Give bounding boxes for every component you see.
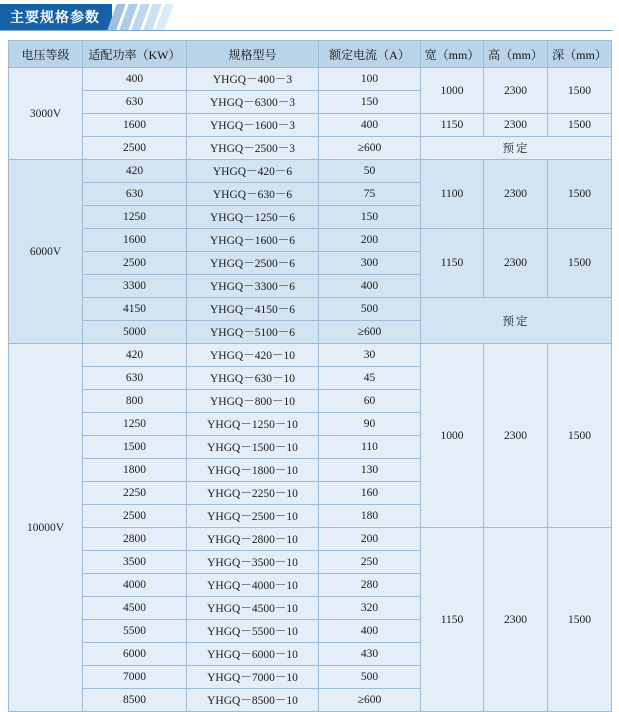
- cell-rated-current: 150: [319, 91, 421, 114]
- cell-model: YHGQ－2250－10: [187, 482, 319, 505]
- cell-width: 1000: [421, 68, 484, 114]
- cell-rated-current: 100: [319, 68, 421, 91]
- table-header-row: [9, 41, 612, 68]
- cell-rated-power: 2250: [83, 482, 187, 505]
- cell-rated-current: 30: [319, 344, 421, 367]
- cell-booking-note: 预定: [421, 298, 612, 344]
- cell-booking-note: 预定: [421, 137, 612, 160]
- cell-rated-power: 1500: [83, 436, 187, 459]
- col-depth: 深（mm）: [548, 41, 612, 68]
- col-height: 高（mm）: [484, 41, 548, 68]
- cell-rated-power: 1600: [83, 229, 187, 252]
- cell-depth: 1500: [548, 528, 612, 712]
- cell-height: 2300: [484, 160, 548, 229]
- cell-width: 1150: [421, 528, 484, 712]
- col-rated-current: 额定电流（A）: [319, 41, 421, 68]
- cell-rated-current: 45: [319, 367, 421, 390]
- cell-rated-power: 1600: [83, 114, 187, 137]
- cell-rated-power: 4000: [83, 574, 187, 597]
- cell-rated-power: 630: [83, 91, 187, 114]
- cell-rated-current: 110: [319, 436, 421, 459]
- cell-model: YHGQ－7000－10: [187, 666, 319, 689]
- cell-voltage-level: 6000V: [9, 160, 83, 344]
- cell-model: YHGQ－2500－3: [187, 137, 319, 160]
- table-row: [9, 137, 612, 160]
- section-title: 主要规格参数: [0, 4, 112, 30]
- cell-model: YHGQ－4150－6: [187, 298, 319, 321]
- cell-model: YHGQ－1500－10: [187, 436, 319, 459]
- cell-rated-power: 3500: [83, 551, 187, 574]
- cell-model: YHGQ－1250－10: [187, 413, 319, 436]
- cell-rated-current: 500: [319, 666, 421, 689]
- banner-underline: [0, 30, 613, 31]
- cell-model: YHGQ－630－6: [187, 183, 319, 206]
- table-row: [9, 344, 612, 367]
- spec-table: [8, 40, 612, 712]
- cell-model: YHGQ－4500－10: [187, 597, 319, 620]
- cell-model: YHGQ－4000－10: [187, 574, 319, 597]
- table-row: [9, 229, 612, 252]
- cell-width: 1150: [421, 114, 484, 137]
- cell-height: 2300: [484, 344, 548, 528]
- cell-rated-power: 3300: [83, 275, 187, 298]
- cell-height: 2300: [484, 114, 548, 137]
- cell-rated-current: 250: [319, 551, 421, 574]
- table-row: [9, 160, 612, 183]
- cell-height: 2300: [484, 528, 548, 712]
- cell-model: YHGQ－1600－6: [187, 229, 319, 252]
- cell-rated-power: 420: [83, 344, 187, 367]
- cell-rated-current: 200: [319, 528, 421, 551]
- table-row: [9, 68, 612, 91]
- cell-model: YHGQ－8500－10: [187, 689, 319, 712]
- cell-rated-power: 420: [83, 160, 187, 183]
- cell-rated-current: 130: [319, 459, 421, 482]
- cell-model: YHGQ－420－6: [187, 160, 319, 183]
- cell-model: YHGQ－1600－3: [187, 114, 319, 137]
- table-row: [9, 114, 612, 137]
- cell-depth: 1500: [548, 344, 612, 528]
- cell-rated-power: 7000: [83, 666, 187, 689]
- cell-rated-power: 4500: [83, 597, 187, 620]
- cell-model: YHGQ－1800－10: [187, 459, 319, 482]
- cell-rated-power: 2500: [83, 505, 187, 528]
- cell-depth: 1500: [548, 68, 612, 114]
- cell-rated-power: 1800: [83, 459, 187, 482]
- cell-rated-current: ≥600: [319, 689, 421, 712]
- cell-width: 1000: [421, 344, 484, 528]
- cell-voltage-level: 3000V: [9, 68, 83, 160]
- cell-depth: 1500: [548, 160, 612, 229]
- cell-model: YHGQ－2500－10: [187, 505, 319, 528]
- table-row: [9, 528, 612, 551]
- cell-rated-power: 1250: [83, 413, 187, 436]
- cell-model: YHGQ－3300－6: [187, 275, 319, 298]
- cell-model: YHGQ－420－10: [187, 344, 319, 367]
- cell-rated-power: 2500: [83, 137, 187, 160]
- cell-rated-power: 1250: [83, 206, 187, 229]
- cell-width: 1100: [421, 160, 484, 229]
- cell-rated-power: 2500: [83, 252, 187, 275]
- col-model: 规格型号: [187, 41, 319, 68]
- cell-model: YHGQ－630－10: [187, 367, 319, 390]
- cell-rated-current: 150: [319, 206, 421, 229]
- cell-rated-current: 430: [319, 643, 421, 666]
- cell-rated-current: ≥600: [319, 137, 421, 160]
- cell-model: YHGQ－800－10: [187, 390, 319, 413]
- cell-rated-power: 800: [83, 390, 187, 413]
- cell-width: 1150: [421, 229, 484, 298]
- section-banner: [0, 0, 619, 34]
- cell-height: 2300: [484, 68, 548, 114]
- cell-rated-current: 160: [319, 482, 421, 505]
- banner-slash-decoration: [112, 4, 172, 30]
- cell-rated-current: 400: [319, 275, 421, 298]
- cell-model: YHGQ－400－3: [187, 68, 319, 91]
- cell-rated-power: 2800: [83, 528, 187, 551]
- cell-model: YHGQ－5100－6: [187, 321, 319, 344]
- cell-height: 2300: [484, 229, 548, 298]
- cell-rated-power: 5500: [83, 620, 187, 643]
- cell-model: YHGQ－2500－6: [187, 252, 319, 275]
- cell-rated-current: 60: [319, 390, 421, 413]
- col-voltage-level: 电压等级: [9, 41, 83, 68]
- cell-rated-power: 630: [83, 367, 187, 390]
- cell-rated-current: ≥600: [319, 321, 421, 344]
- cell-rated-power: 8500: [83, 689, 187, 712]
- spec-table-body: [9, 68, 612, 712]
- cell-rated-power: 630: [83, 183, 187, 206]
- cell-rated-current: 180: [319, 505, 421, 528]
- cell-rated-current: 320: [319, 597, 421, 620]
- cell-rated-power: 6000: [83, 643, 187, 666]
- cell-model: YHGQ－2800－10: [187, 528, 319, 551]
- cell-rated-power: 400: [83, 68, 187, 91]
- cell-depth: 1500: [548, 229, 612, 298]
- cell-model: YHGQ－5500－10: [187, 620, 319, 643]
- cell-model: YHGQ－6300－3: [187, 91, 319, 114]
- cell-model: YHGQ－6000－10: [187, 643, 319, 666]
- col-width: 宽（mm）: [421, 41, 484, 68]
- cell-rated-current: 500: [319, 298, 421, 321]
- cell-rated-current: 280: [319, 574, 421, 597]
- col-rated-power: 适配功率（KW）: [83, 41, 187, 68]
- cell-rated-current: 400: [319, 114, 421, 137]
- cell-depth: 1500: [548, 114, 612, 137]
- cell-rated-current: 90: [319, 413, 421, 436]
- cell-voltage-level: 10000V: [9, 344, 83, 712]
- cell-rated-current: 300: [319, 252, 421, 275]
- cell-rated-power: 4150: [83, 298, 187, 321]
- cell-rated-current: 400: [319, 620, 421, 643]
- cell-model: YHGQ－1250－6: [187, 206, 319, 229]
- cell-rated-current: 200: [319, 229, 421, 252]
- spec-table-container: [0, 34, 619, 712]
- table-row: [9, 298, 612, 321]
- cell-rated-current: 75: [319, 183, 421, 206]
- cell-rated-power: 5000: [83, 321, 187, 344]
- cell-model: YHGQ－3500－10: [187, 551, 319, 574]
- cell-rated-current: 50: [319, 160, 421, 183]
